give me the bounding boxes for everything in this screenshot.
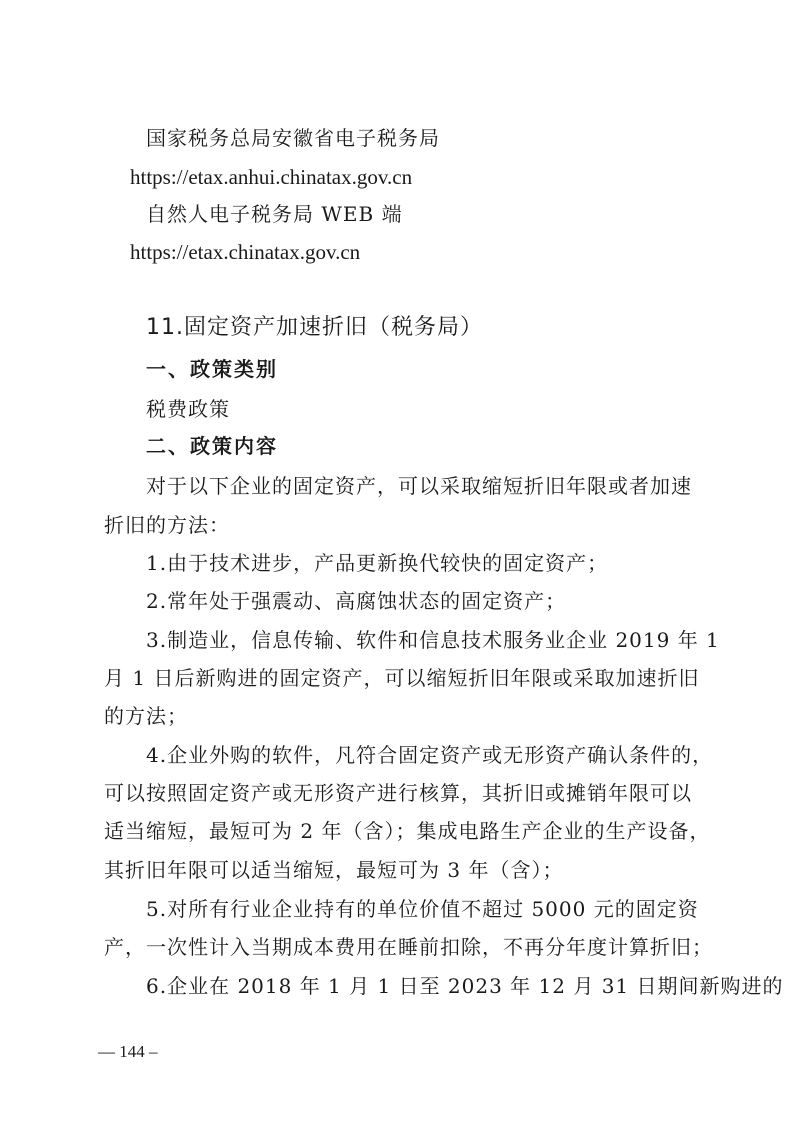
list-item-3-cont: 的方法； bbox=[104, 704, 188, 728]
list-item-5: 5.对所有行业企业持有的单位价值不超过 5000 元的固定资 bbox=[146, 897, 699, 921]
url-etax[interactable]: https://etax.chinatax.gov.cn bbox=[130, 240, 361, 264]
bureau-name-natural-person: 自然人电子税务局 WEB 端 bbox=[146, 202, 403, 226]
list-item-4-cont: 适当缩短，最短可为 2 年（含）；集成电路生产企业的生产设备， bbox=[104, 819, 711, 843]
list-item-2: 2.常年处于强震动、高腐蚀状态的固定资产； bbox=[146, 589, 567, 613]
subheading-policy-category: 一、政策类别 bbox=[146, 357, 278, 381]
page-number: — 144 – bbox=[98, 1042, 158, 1061]
list-item-3-cont: 月 1 日后新购进的固定资产，可以缩短折旧年限或采取加速折旧 bbox=[104, 666, 700, 690]
list-item-6: 6.企业在 2018 年 1 月 1 日至 2023 年 12 月 31 日期间新购进的 bbox=[146, 974, 784, 998]
list-item-3: 3.制造业，信息传输、软件和信息技术服务业企业 2019 年 1 bbox=[146, 628, 720, 652]
paragraph-line: 折旧的方法： bbox=[104, 513, 230, 537]
list-item-4-cont: 可以按照固定资产或无形资产进行核算，其折旧或摊销年限可以 bbox=[104, 781, 692, 805]
list-item-1: 1.由于技术进步，产品更新换代较快的固定资产； bbox=[146, 551, 609, 575]
url-anhui-etax[interactable]: https://etax.anhui.chinatax.gov.cn bbox=[130, 165, 413, 189]
policy-category-value: 税费政策 bbox=[146, 397, 230, 421]
subheading-policy-content: 二、政策内容 bbox=[146, 434, 278, 458]
list-item-5-cont: 产，一次性计入当期成本费用在睡前扣除，不再分年度计算折旧； bbox=[104, 935, 713, 959]
list-item-4-cont: 其折旧年限可以适当缩短，最短可为 3 年（含）； bbox=[104, 858, 564, 882]
section-title: 11.固定资产加速折旧（税务局） bbox=[146, 315, 483, 340]
bureau-name-anhui: 国家税务总局安徽省电子税务局 bbox=[146, 126, 440, 150]
paragraph-line: 对于以下企业的固定资产，可以采取缩短折旧年限或者加速 bbox=[146, 474, 692, 498]
list-item-4: 4.企业外购的软件，凡符合固定资产或无形资产确认条件的， bbox=[146, 743, 714, 767]
